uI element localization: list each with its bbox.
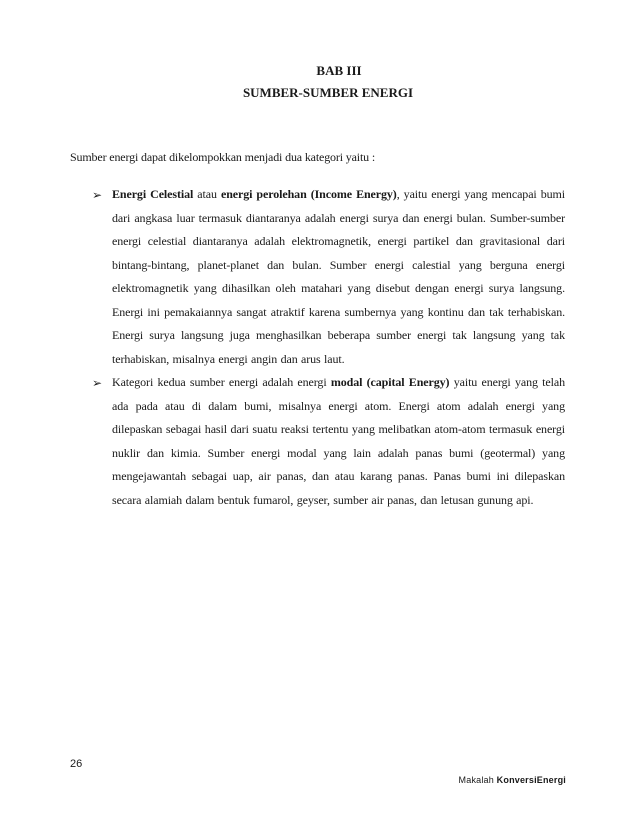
term-capital-energy: modal (capital Energy) xyxy=(330,375,450,389)
list-item-text xyxy=(112,371,565,512)
arrow-bullet-icon: ➢ xyxy=(92,376,103,390)
arrow-bullet-icon: ➢ xyxy=(92,188,103,202)
energy-category-list xyxy=(92,183,565,512)
lead-text: Kategori kedua sumber energi adalah energi xyxy=(112,375,331,389)
list-item-celestial xyxy=(92,183,565,371)
term-celestial: Energi Celestial xyxy=(112,187,194,201)
list-item-capital xyxy=(92,371,565,512)
chapter-title: SUMBER-SUMBER ENERGI xyxy=(242,85,414,100)
connector-text: atau xyxy=(193,187,221,201)
intro-paragraph: Sumber energi dapat dikelompokkan menjadi dua kategori yaitu : xyxy=(70,150,376,164)
list-item-text xyxy=(112,183,565,371)
footer-title: KonversiEnergi xyxy=(496,775,566,785)
chapter-number: BAB III xyxy=(316,63,362,78)
description-text: , yaitu energi yang mencapai bumi dari angkasa luar termasuk diantaranya adalah energi surya dan energi bulan. Sumber-sumber energi celestial diantaranya adalah elektromagnetik, energi partikel dan gravitasional dari bintang-bintang, planet-planet dan bulan. Sumber energi calestial yang berguna energi elektromagnetik yang dihasilkan oleh matahari yang disebut dengan energi surya langsung. Energi ini pemakaiannya sangat atraktif karena sumbernya yang kontinu dan tak terhabiskan. Energi surya langsung juga menghasilkan beberapa sumber energi tak langsung yang tak terhabiskan, misalnya energi angin dan arus laut. xyxy=(112,187,565,366)
page-number: 26 xyxy=(70,758,83,770)
description-text: yaitu energi yang telah ada pada atau di dalam bumi, misalnya energi atom. Energi atom adalah energi yang dilepaskan sebagai hasil dari suatu reaksi tertentu yang melibatkan atom-atom termasuk energi nuklir dan kimia. Sumber energi modal yang lain adalah panas bumi (geotermal) yang mengejawantah sebagai uap, air panas, dan atau karang panas. Panas bumi ini dilepaskan secara alamiah dalam bentuk fumarol, geyser, sumber air panas, dan letusan gunung api. xyxy=(112,375,565,507)
running-footer xyxy=(459,775,566,785)
chapter-heading xyxy=(0,60,638,104)
footer-prefix: Makalah xyxy=(458,775,497,785)
term-income-energy: energi perolehan (Income Energy) xyxy=(220,187,397,201)
